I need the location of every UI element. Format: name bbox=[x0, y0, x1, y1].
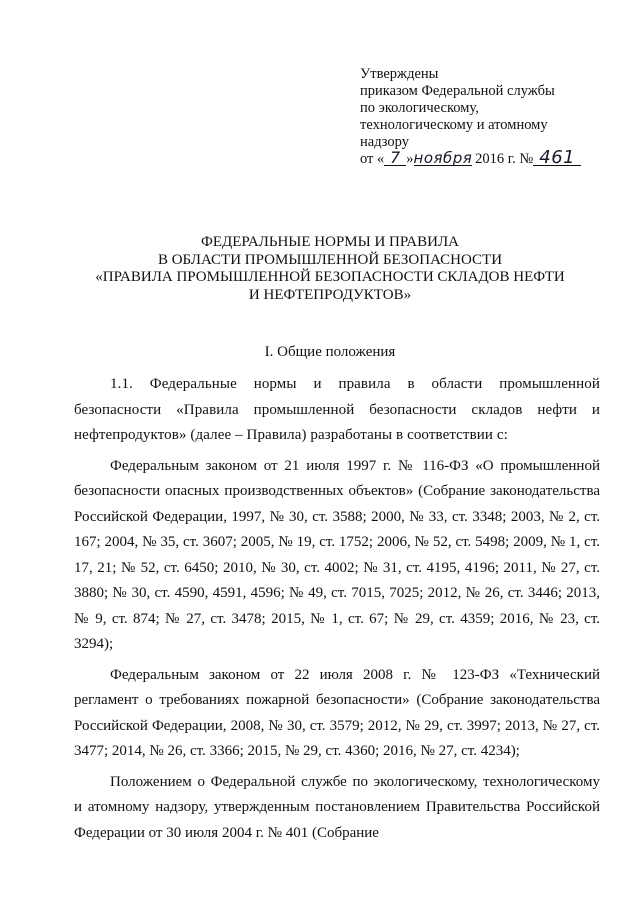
paragraph: 1.1. Федеральные нормы и правила в области промышленной безопасности «Правила промышленной безопасности складов нефти и нефтепродуктов» (далее – Правила) разработаны в соответствии с: bbox=[74, 376, 600, 443]
section-heading: I. Общие положения bbox=[264, 344, 396, 360]
approval-line: технологическому и атомному bbox=[360, 117, 548, 133]
document-body bbox=[74, 372, 600, 851]
paragraph: Положением о Федеральной службе по экологическому, технологическому и атомному надзору, утвержденным постановлением Правительства Российской Федерации от 30 июля 2004 г. № 401 (Собрание bbox=[74, 773, 600, 841]
approval-line: Утверждены bbox=[360, 66, 439, 82]
approval-stamp bbox=[360, 66, 620, 171]
order-date-line bbox=[360, 147, 620, 171]
title-line: ФЕДЕРАЛЬНЫЕ НОРМЫ И ПРАВИЛА bbox=[201, 234, 459, 250]
handwritten-order-number: 461 bbox=[533, 151, 581, 166]
approval-line: надзору bbox=[360, 134, 409, 150]
date-year: 2016 г. № bbox=[475, 151, 534, 167]
date-prefix: от « bbox=[360, 151, 385, 167]
paragraph: Федеральным законом от 22 июля 2008 г. № 123-ФЗ «Технический регламент о требованиях пожарной безопасности» (Собрание законодательства Российской Федерации, 2008, № 30, ст. 3579; 2012, № 29, ст. 3997; 2013, № 27, ст. 3477; 2014, № 26, ст. 3366; 2015, № 29, ст. 4360; 2016, № 27, ст. 4234); bbox=[74, 666, 600, 759]
approval-line: приказом Федеральной службы bbox=[360, 83, 555, 99]
paragraph: Федеральным законом от 21 июля 1997 г. № 116-ФЗ «О промышленной безопасности опасных производственных объектов» (Собрание законодательства Российской Федерации, 1997, № 30, ст. 3588; 2000, № 33, ст. 3348; 2003, № 2, ст. 167; 2004, № 35, ст. 3607; 2005, № 19, ст. 1752; 2006, № 52, ст. 5498; 2009, № 1, ст. 17, 21; № 52, ст. 6450; 2010, № 30, ст. 4002; № 31, ст. 4195, 4196; 2011, № 27, ст. 3880; № 30, ст. 4590, 4591, 4596; № 49, ст. 7015, 7025; 2012, № 26, ст. 3446; 2013, № 9, ст. 874; № 27, ст. 3478; 2015, № 1, ст. 67; № 29, ст. 4359; 2016, № 23, ст. 3294); bbox=[74, 457, 600, 652]
document-title bbox=[60, 234, 600, 304]
title-line: В ОБЛАСТИ ПРОМЫШЛЕННОЙ БЕЗОПАСНОСТИ bbox=[157, 251, 503, 268]
date-quote: » bbox=[406, 151, 414, 167]
title-line: «ПРАВИЛА ПРОМЫШЛЕННОЙ БЕЗОПАСНОСТИ СКЛАДОВ НЕФТИ bbox=[95, 269, 565, 285]
title-line: И НЕФТЕПРОДУКТОВ» bbox=[248, 286, 412, 303]
approval-line: по экологическому, bbox=[360, 100, 479, 116]
handwritten-day: 7 bbox=[384, 151, 406, 166]
handwritten-month: ноября bbox=[413, 149, 473, 167]
